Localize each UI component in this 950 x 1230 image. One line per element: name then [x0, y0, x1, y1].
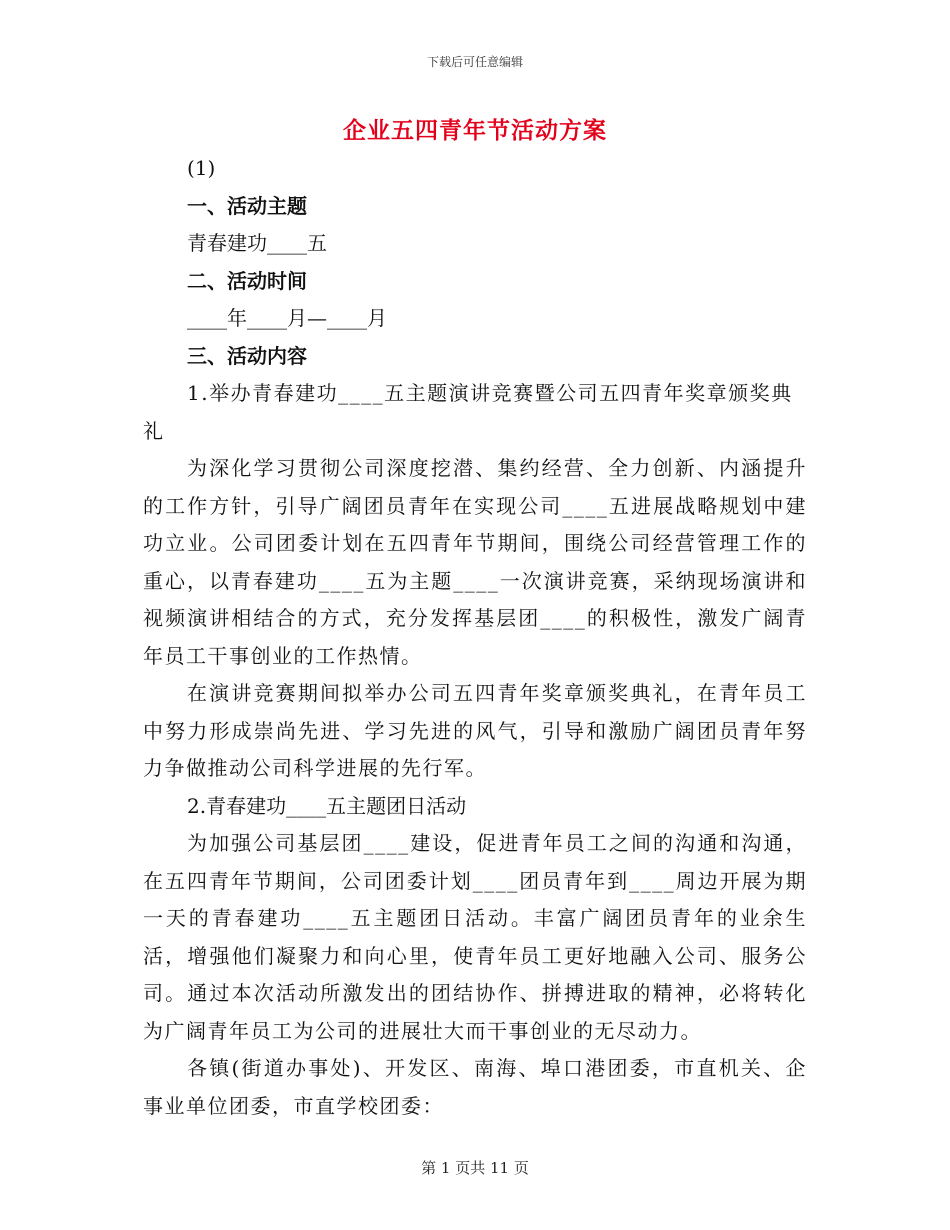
section-body-time: ____年____月—____月: [187, 306, 387, 330]
item-2-paragraph-1: 为加强公司基层团____建设，促进青年员工之间的沟通和沟通，在五四青年节期间，公司团委计划____团员青年到____周边开展为期一天的青春建功____五主题团日活动。丰富广阔团员青年的业余生活，增强他们凝聚力和向心里，使青年员工更好地融入公司、服务公司。通过本次活动所激发出的团结协作、拼搏进取的精神，必将转化为广阔青年员工为公司的进展壮大而干事创业的无尽动力。: [143, 831, 807, 1043]
page-footer: 第 1 页共 11 页: [421, 1159, 529, 1177]
document-body: [143, 150, 807, 1125]
document-title: 企业五四青年节活动方案: [343, 117, 607, 144]
section-heading-theme: 一、活动主题: [187, 193, 307, 218]
item-1-paragraph-1: 为深化学习贯彻公司深度挖潜、集约经营、全力创新、内涵提升的工作方针，引导广阔团员青年在实现公司____五进展战略规划中建功立业。公司团委计划在五四青年节期间，围绕公司经营管理工作的重心，以青春建功____五为主题____一次演讲竞赛，采纳现场演讲和视频演讲相结合的方式，充分发挥基层团____的积极性，激发广阔青年员工干事创业的工作热情。: [143, 456, 807, 668]
item-2-title: 2.青春建功____五主题团日活动: [187, 793, 467, 818]
item-1-paragraph-2: 在演讲竞赛期间拟举办公司五四青年奖章颁奖典礼，在青年员工中努力形成崇尚先进、学习先进的风气，引导和激励广阔团员青年努力争做推动公司科学进展的先行军。: [143, 681, 807, 780]
header-note: 下载后可任意编辑: [426, 55, 523, 69]
item-1-title: 1.举办青春建功____五主题演讲竞赛暨公司五四青年奖章颁奖典礼: [143, 381, 793, 443]
part-label: (1): [187, 156, 216, 180]
section-heading-time: 二、活动时间: [187, 268, 307, 293]
section-heading-content: 三、活动内容: [187, 343, 307, 368]
item-2-paragraph-2: 各镇(街道办事处)、开发区、南海、埠口港团委，市直机关、企事业单位团委，市直学校团委：: [143, 1056, 807, 1118]
section-body-theme: 青春建功____五: [187, 231, 327, 255]
